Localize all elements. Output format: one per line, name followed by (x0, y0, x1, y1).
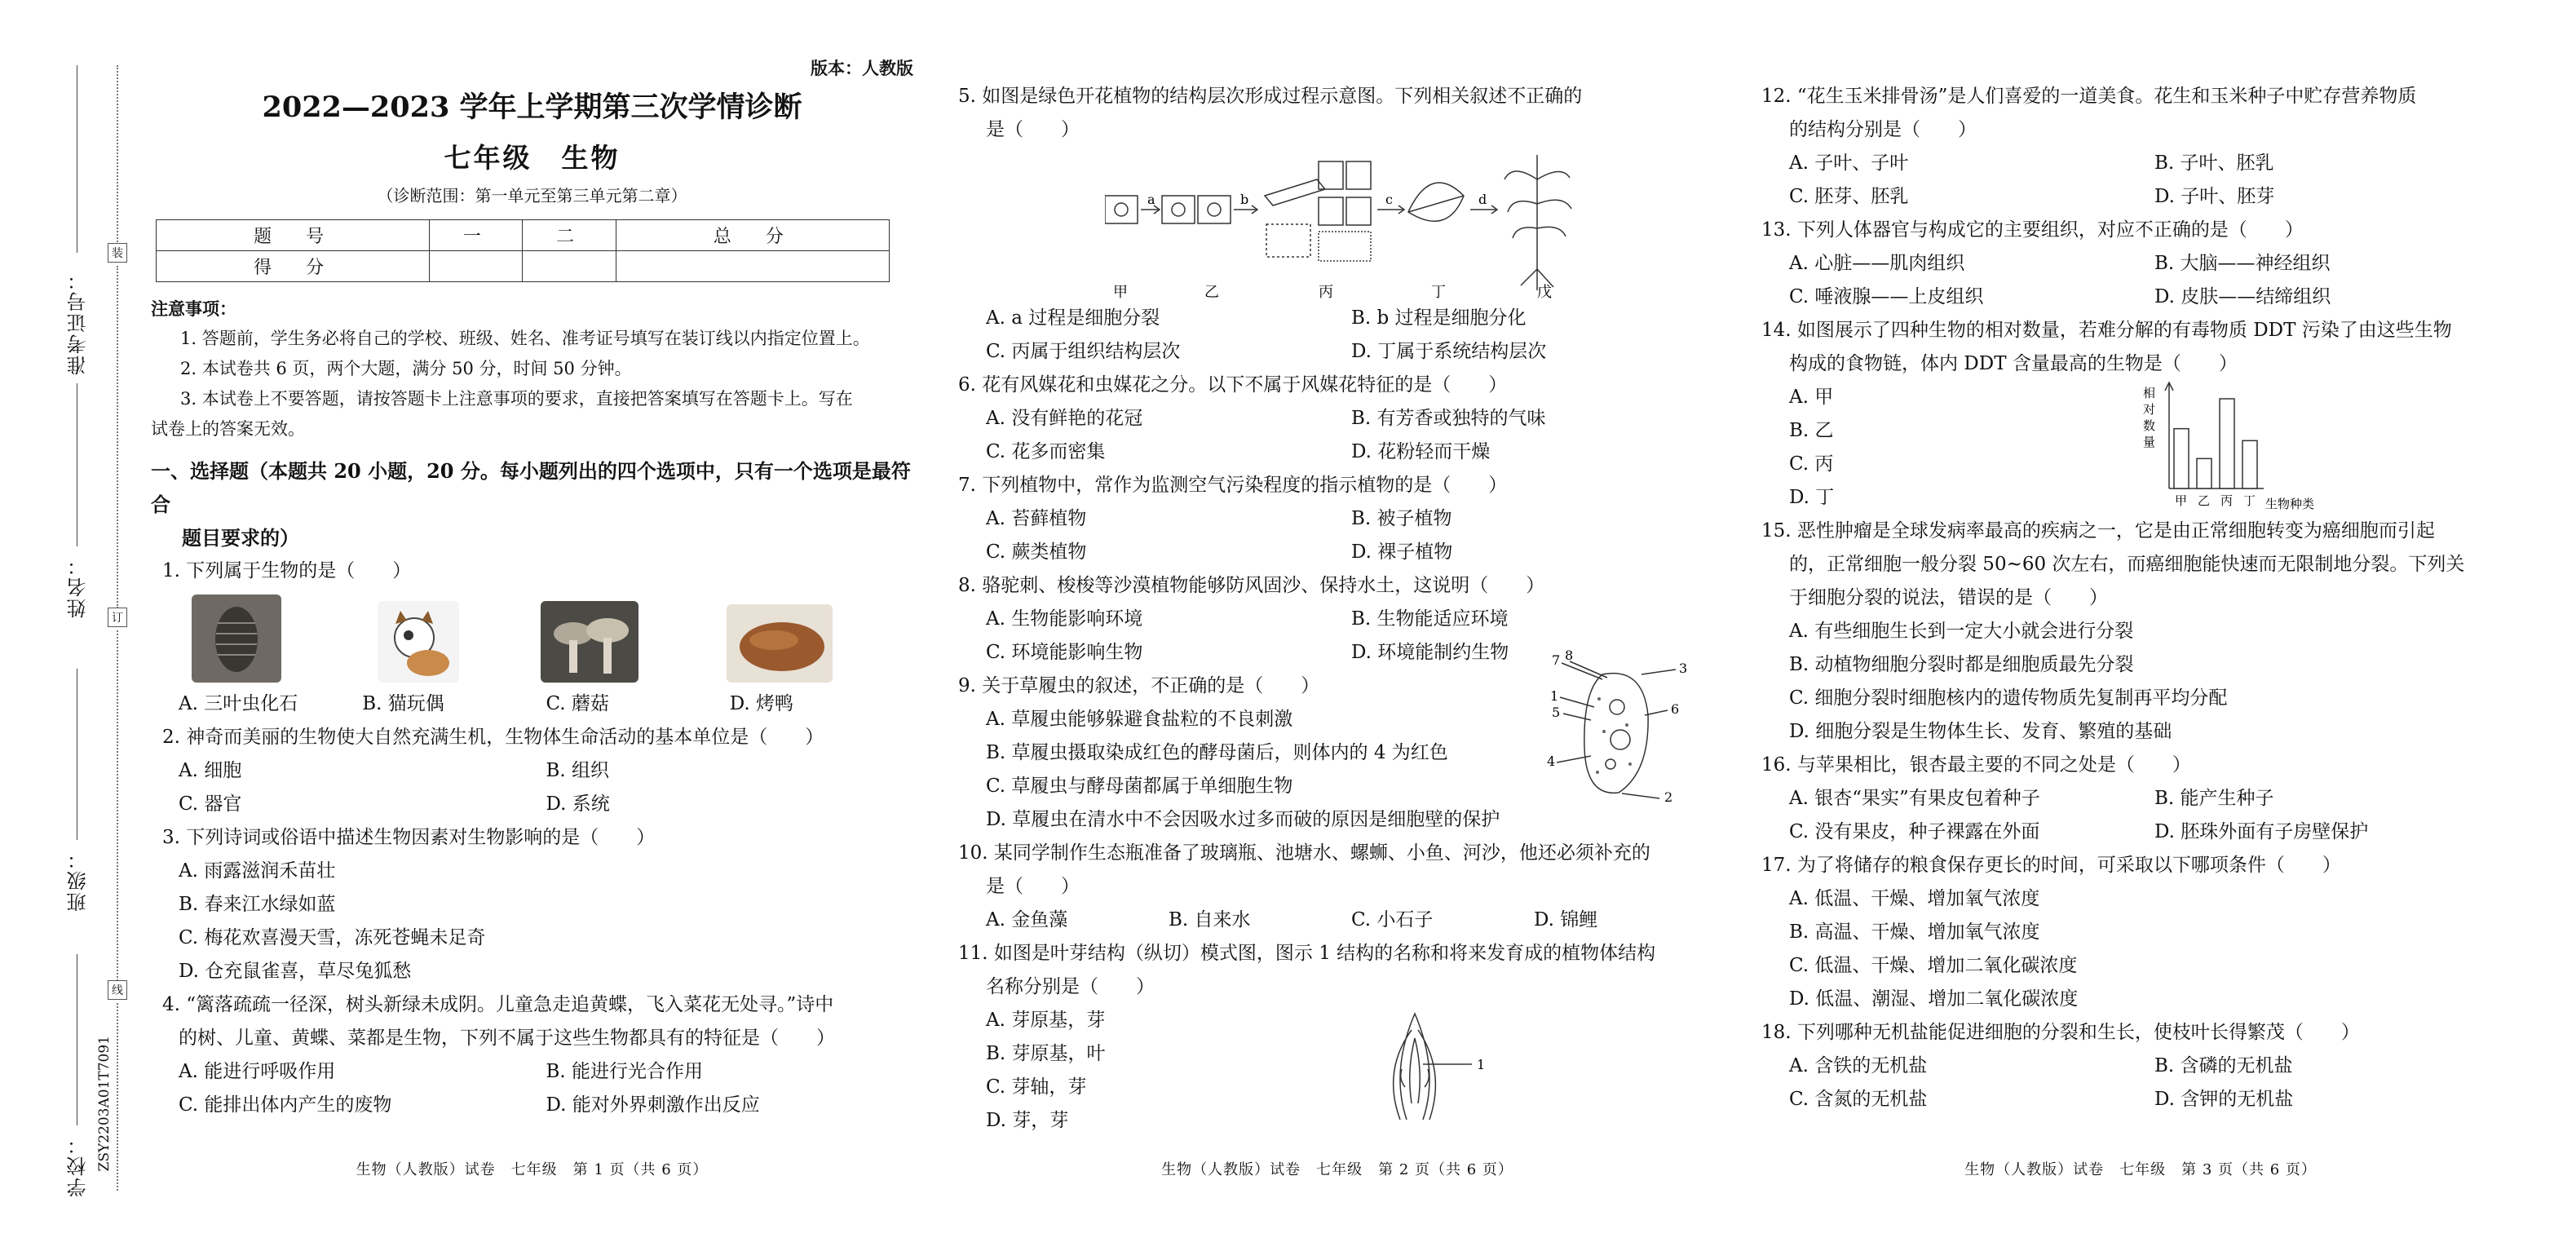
q1-option-d[interactable]: D. 烤鸭 (729, 693, 793, 714)
q2-options (151, 788, 913, 821)
q5-options (958, 302, 1717, 335)
roast-duck-image (727, 604, 833, 683)
q14-option-b[interactable]: B. 乙 (1789, 420, 1834, 441)
arrow-c-label: c (1385, 192, 1393, 207)
paramecium-diagram (1545, 650, 1692, 805)
q13-option-d[interactable]: D. 皮肤——结缔组织 (2154, 286, 2331, 307)
section-heading: 题目要求的） (182, 526, 299, 550)
section-heading: 一、选择题（本题共 20 小题，20 分。每小题列出的四个选项中，只有一个选项是最符合 (151, 459, 911, 516)
q16-option-a[interactable]: A. 银杏“果实”有果皮包着种子 (1789, 788, 2040, 809)
q8-stem: 8. 骆驼刺、梭梭等沙漠植物能够防风固沙、保持水土，这说明（ ） (958, 575, 1545, 596)
q11-option-b[interactable]: B. 芽原基，叶 (986, 1043, 1106, 1064)
column-page-2 (958, 80, 1717, 1193)
q11-stem: 11. 如图是叶芽结构（纵切）模式图，图示 1 结构的名称和将来发育成的植物体结构 (958, 943, 1656, 964)
diagram-label: 1 (1477, 1057, 1486, 1072)
binding-mark-2: 订 (108, 608, 127, 627)
q15-option-c[interactable]: C. 细胞分裂时细胞核内的遗传物质先复制再平均分配 (1789, 687, 2228, 709)
q4-option-b[interactable]: B. 能进行光合作用 (546, 1061, 704, 1082)
q10-stem: 10. 某同学制作生态瓶准备了玻璃瓶、池塘水、螺蛳、小鱼、河沙，他还必须补充的 (958, 842, 1650, 864)
q16-option-c[interactable]: C. 没有果皮，种子裸露在外面 (1789, 821, 2040, 842)
diagram-label: 6 (1671, 701, 1680, 717)
q18-stem: 18. 下列哪种无机盐能促进细胞的分裂和生长，使枝叶长得繁茂（ ） (1761, 1022, 2360, 1043)
version-label: 版本：人教版 (811, 58, 913, 78)
stage-label: 戊 (1537, 284, 1552, 301)
q18-options (1761, 1050, 2520, 1083)
q17-option-a[interactable]: A. 低温、干燥、增加氧气浓度 (1789, 888, 2040, 909)
q8-option-b[interactable]: B. 生物能适应环境 (1351, 608, 1509, 630)
q5-diagram (958, 147, 1717, 302)
q11-option-c[interactable]: C. 芽轴，芽 (986, 1076, 1087, 1098)
cat-doll-image (378, 601, 459, 683)
notes-title: 注意事项： (151, 298, 236, 319)
q18-option-c[interactable]: C. 含氮的无机盐 (1789, 1089, 1928, 1110)
column-page-1 (151, 57, 913, 1193)
q11-block (958, 937, 1717, 1138)
q14-option-d[interactable]: D. 丁 (1789, 487, 1835, 508)
q6-option-a[interactable]: A. 没有鲜艳的花冠 (986, 408, 1143, 429)
binding-dotted-line (117, 630, 118, 981)
q5-option-c[interactable]: C. 丙属于组织结构层次 (986, 341, 1181, 362)
q12-stem: 的结构分别是（ ） (1789, 119, 1977, 140)
q11-stem: 名称分别是（ ） (986, 976, 1155, 997)
x-axis-label: 生物种类 (2265, 497, 2315, 511)
q8-options (958, 603, 1717, 636)
q4-option-a[interactable]: A. 能进行呼吸作用 (179, 1061, 336, 1082)
q2-options (151, 754, 913, 788)
q5-option-b[interactable]: B. b 过程是细胞分化 (1351, 307, 1527, 329)
trilobite-fossil-image (192, 594, 281, 683)
diagram-label: 1 (1550, 688, 1559, 704)
q14-option-c[interactable]: C. 丙 (1789, 453, 1834, 475)
q13-options (1761, 281, 2520, 314)
notes (151, 294, 913, 444)
q6-option-d[interactable]: D. 花粉轻而干燥 (1351, 441, 1491, 462)
page-footer: 生物（人教版）试卷 七年级 第 1 页（共 6 页） (356, 1161, 709, 1178)
column-page-3 (1761, 80, 2520, 1193)
q13-option-c[interactable]: C. 唾液腺——上皮组织 (1789, 286, 1984, 307)
bar-2 (2197, 458, 2211, 488)
score-label-cell: 得 分 (157, 251, 430, 282)
score-input-cell[interactable] (430, 251, 523, 282)
q2-stem: 2. 神奇而美丽的生物使大自然充满生机，生物体生命活动的基本单位是（ ） (162, 727, 824, 748)
plant-structure-diagram (1105, 147, 1594, 302)
q2-option-d[interactable]: D. 系统 (546, 793, 610, 815)
q11-option-a[interactable]: A. 芽原基，芽 (986, 1010, 1106, 1031)
q13-option-a[interactable]: A. 心脏——肌肉组织 (1789, 253, 1965, 274)
diagram-label: 5 (1552, 705, 1561, 720)
binding-mark-1: 装 (108, 243, 127, 263)
stage-label: 丙 (1319, 284, 1333, 301)
bar-4 (2242, 440, 2257, 488)
q4-stem: 4. “篱落疏疏一径深，树头新绿未成阴。儿童急走追黄蝶，飞入菜花无处寻。”诗中 (162, 994, 834, 1015)
binding-dotted-line (117, 1003, 118, 1191)
exam-subtitle: 七年级 生物 (444, 142, 621, 174)
note-item: 1. 答题前，学生务必将自己的学校、班级、姓名、准考证号填写在装订线以内指定位置上。 (180, 329, 870, 348)
class-label: 班级： (67, 848, 90, 912)
q17-option-d[interactable]: D. 低温、潮湿、增加二氧化碳浓度 (1789, 988, 2079, 1010)
x-tick-label: 丁 (2243, 493, 2256, 508)
diagram-label: 3 (1679, 661, 1688, 676)
q14-stem: 构成的食物链，体内 DDT 含量最高的生物是（ ） (1789, 353, 2238, 374)
diagram-label: 7 (1552, 652, 1561, 668)
q7-option-a[interactable]: A. 苔藓植物 (986, 508, 1087, 529)
q7-option-d[interactable]: D. 裸子植物 (1351, 541, 1453, 563)
q3-stem: 3. 下列诗词或俗语中描述生物因素对生物影响的是（ ） (162, 827, 656, 848)
q12-stem: 12. “花生玉米排骨汤”是人们喜爱的一道美食。花生和玉米种子中贮存营养物质 (1761, 86, 2417, 107)
q15-stem: 于细胞分裂的说法，错误的是（ ） (1789, 587, 2108, 608)
diagram-label: 4 (1547, 754, 1556, 769)
x-tick-label: 乙 (2198, 493, 2211, 508)
q18-option-b[interactable]: B. 含磷的无机盐 (2154, 1055, 2293, 1076)
q12-option-a[interactable]: A. 子叶、子叶 (1789, 152, 1909, 174)
q12-options (1761, 147, 2520, 180)
binding-mark-3: 线 (108, 980, 127, 1000)
q16-option-d[interactable]: D. 胚珠外面有子房壁保护 (2154, 821, 2369, 842)
q9-option-b[interactable]: B. 草履虫摄取染成红色的酵母菌后，则体内的 4 为红色 (986, 742, 1448, 763)
q5-stem: 是（ ） (986, 119, 1080, 140)
binding-dotted-line (117, 65, 118, 245)
q3-option-d[interactable]: D. 仓充鼠雀喜，草尽兔狐愁 (179, 961, 412, 982)
q4-options (151, 1089, 913, 1122)
q7-options (958, 536, 1717, 569)
q8-option-d[interactable]: D. 环境能制约生物 (1351, 642, 1509, 663)
q16-options (1761, 815, 2520, 849)
q10-option-a[interactable]: A. 金鱼藻 (986, 909, 1068, 930)
q10-options (958, 904, 1717, 937)
q8-option-a[interactable]: A. 生物能影响环境 (986, 608, 1143, 630)
q9-option-d[interactable]: D. 草履虫在清水中不会因吸水过多而破的原因是细胞壁的保护 (986, 809, 1500, 830)
q12-option-d[interactable]: D. 子叶、胚芽 (2154, 186, 2275, 207)
q10-option-c[interactable]: C. 小石子 (1351, 909, 1434, 930)
q7-option-b[interactable]: B. 被子植物 (1351, 508, 1452, 529)
q2-option-b[interactable]: B. 组织 (546, 760, 610, 781)
q18-option-d[interactable]: D. 含钾的无机盐 (2154, 1089, 2294, 1110)
q18-options (1761, 1083, 2520, 1116)
q6-options (958, 402, 1717, 435)
q16-options (1761, 782, 2520, 815)
q10-option-b[interactable]: B. 自来水 (1169, 909, 1251, 930)
q10-option-d[interactable]: D. 锦鲤 (1534, 909, 1598, 930)
q3-option-b[interactable]: B. 春来江水绿如蓝 (179, 894, 336, 915)
q13-option-b[interactable]: B. 大脑——神经组织 (2154, 253, 2331, 274)
q18-option-a[interactable]: A. 含铁的无机盐 (1789, 1055, 1928, 1076)
x-tick-label: 甲 (2175, 493, 2188, 508)
q14-stem: 14. 如图展示了四种生物的相对数量，若难分解的有毒物质 DDT 污染了由这些生物 (1761, 320, 2452, 341)
q6-options (958, 435, 1717, 469)
diagram-label: 8 (1565, 650, 1574, 663)
arrow-d-label: d (1478, 192, 1487, 207)
q4-option-c[interactable]: C. 能排出体内产生的废物 (179, 1094, 392, 1116)
page-footer: 生物（人教版）试卷 七年级 第 2 页（共 6 页） (1161, 1161, 1513, 1178)
q14-block (1761, 314, 2520, 515)
q1-options (151, 687, 913, 721)
population-bar-chart (2120, 381, 2373, 518)
leaf-bud-diagram (1358, 1006, 1505, 1128)
q5-stem: 5. 如图是绿色开花植物的结构层次形成过程示意图。下列相关叙述不正确的 (958, 86, 1583, 107)
q4-option-d[interactable]: D. 能对外界刺激作出反应 (546, 1094, 760, 1116)
q2-option-a[interactable]: A. 细胞 (179, 760, 242, 781)
page-footer: 生物（人教版）试卷 七年级 第 3 页（共 6 页） (1964, 1161, 2317, 1178)
binding-strip (0, 0, 143, 1242)
bar-1 (2174, 429, 2189, 488)
q7-stem: 7. 下列植物中，常作为监测空气污染程度的指示植物的是（ ） (958, 475, 1508, 496)
diagram-label: 2 (1664, 789, 1673, 805)
q12-option-b[interactable]: B. 子叶、胚乳 (2154, 152, 2274, 174)
q4-stem: 的树、儿童、黄蝶、菜都是生物，下列不属于这些生物都具有的特征是（ ） (179, 1028, 835, 1049)
q15-option-b[interactable]: B. 动植物细胞分裂时都是细胞质最先分裂 (1789, 654, 2134, 675)
score-input-cell[interactable] (523, 251, 616, 282)
bar-3 (2220, 399, 2234, 488)
name-label: 姓名： (67, 555, 90, 618)
q12-options (1761, 180, 2520, 214)
score-header-cell: 一 (430, 220, 523, 251)
q6-option-c[interactable]: C. 花多而密集 (986, 441, 1106, 462)
q6-stem: 6. 花有风媒花和虫媒花之分。以下不属于风媒花特征的是（ ） (958, 374, 1508, 396)
q3-option-a[interactable]: A. 雨露滋润禾苗壮 (179, 860, 336, 882)
q9-option-c[interactable]: C. 草履虫与酵母菌都属于单细胞生物 (986, 776, 1293, 797)
score-input-cell[interactable] (616, 251, 889, 282)
q15-stem: 的，正常细胞一般分裂 50~60 次左右，而癌细胞能快速而无限制地分裂。下列关 (1789, 554, 2465, 575)
note-item: 3. 本试卷上不要答题，请按答题卡上注意事项的要求，直接把答案填写在答题卡上。写在 (180, 389, 853, 409)
q6-option-b[interactable]: B. 有芳香或独特的气味 (1351, 408, 1546, 429)
school-label: 学校： (67, 1134, 90, 1197)
q9-stem: 9. 关于草履虫的叙述，不正确的是（ ） (958, 675, 1320, 696)
q10-stem: 是（ ） (986, 876, 1080, 897)
stage-label: 乙 (1204, 284, 1219, 301)
q16-option-b[interactable]: B. 能产生种子 (2154, 788, 2274, 809)
exam-scope: （诊断范围：第一单元至第三单元第二章） (377, 186, 687, 206)
exam-title: 2022—2023 学年上学期第三次学情诊断 (262, 91, 802, 124)
q14-option-a[interactable]: A. 甲 (1789, 387, 1834, 408)
q5-options (958, 335, 1717, 369)
paper-code: ZSY2203A01T7091 (96, 1036, 113, 1172)
y-axis-label: 数 (2143, 418, 2156, 433)
y-axis-label: 对 (2143, 402, 2156, 417)
q13-stem: 13. 下列人体器官与构成它的主要组织，对应不正确的是（ ） (1761, 219, 2304, 241)
score-table (156, 219, 890, 282)
y-axis-label: 相 (2143, 386, 2156, 400)
q1-option-c[interactable]: C. 蘑菇 (546, 693, 609, 714)
q16-stem: 16. 与苹果相比，银杏最主要的不同之处是（ ） (1761, 754, 2191, 776)
mushroom-image (541, 601, 638, 683)
q13-options (1761, 247, 2520, 281)
q1-pictures (151, 591, 913, 686)
q4-options (151, 1055, 913, 1089)
note-item: 2. 本试卷共 6 页，两个大题，满分 50 分，时间 50 分钟。 (180, 359, 632, 378)
exam-number-label: 准考证号： (67, 269, 90, 375)
q2-option-c[interactable]: C. 器官 (179, 793, 242, 815)
q1-stem: 1. 下列属于生物的是（ ） (162, 560, 412, 581)
stage-label: 甲 (1113, 284, 1128, 301)
q15-stem: 15. 恶性肿瘤是全球发病率最高的疾病之一，它是由正常细胞转变为癌细胞而引起 (1761, 520, 2435, 541)
q17-option-b[interactable]: B. 高温、干燥、增加氧气浓度 (1789, 922, 2040, 943)
q17-option-c[interactable]: C. 低温、干燥、增加二氧化碳浓度 (1789, 955, 2078, 976)
score-header-cell: 总 分 (616, 220, 889, 251)
arrow-a-label: a (1147, 192, 1155, 207)
q15-option-d[interactable]: D. 细胞分裂是生物体生长、发育、繁殖的基础 (1789, 721, 2172, 742)
q5-option-d[interactable]: D. 丁属于系统结构层次 (1351, 341, 1547, 362)
score-header-cell: 二 (523, 220, 616, 251)
q15-option-a[interactable]: A. 有些细胞生长到一定大小就会进行分裂 (1789, 621, 2134, 642)
q8-option-c[interactable]: C. 环境能影响生物 (986, 642, 1143, 663)
q9-option-a[interactable]: A. 草履虫能够躲避食盐粒的不良刺激 (986, 709, 1293, 730)
q3-option-c[interactable]: C. 梅花欢喜漫天雪，冻死苍蝇未足奇 (179, 927, 486, 948)
q1-option-a[interactable]: A. 三叶虫化石 (179, 693, 298, 714)
q7-options (958, 502, 1717, 536)
stage-label: 丁 (1431, 284, 1446, 301)
y-axis-label: 量 (2143, 435, 2156, 449)
q17-stem: 17. 为了将储存的粮食保存更长的时间，可采取以下哪项条件（ ） (1761, 855, 2341, 876)
q5-option-a[interactable]: A. a 过程是细胞分裂 (986, 307, 1160, 329)
note-item: 试卷上的答案无效。 (151, 419, 305, 439)
arrow-b-label: b (1240, 192, 1249, 207)
q11-option-d[interactable]: D. 芽，芽 (986, 1110, 1069, 1131)
score-header-cell: 题 号 (157, 220, 430, 251)
binding-dotted-line (117, 266, 118, 608)
q12-option-c[interactable]: C. 胚芽、胚乳 (1789, 186, 1909, 207)
q7-option-c[interactable]: C. 蕨类植物 (986, 541, 1087, 563)
q1-option-b[interactable]: B. 猫玩偶 (362, 693, 444, 714)
x-tick-label: 丙 (2220, 493, 2234, 508)
